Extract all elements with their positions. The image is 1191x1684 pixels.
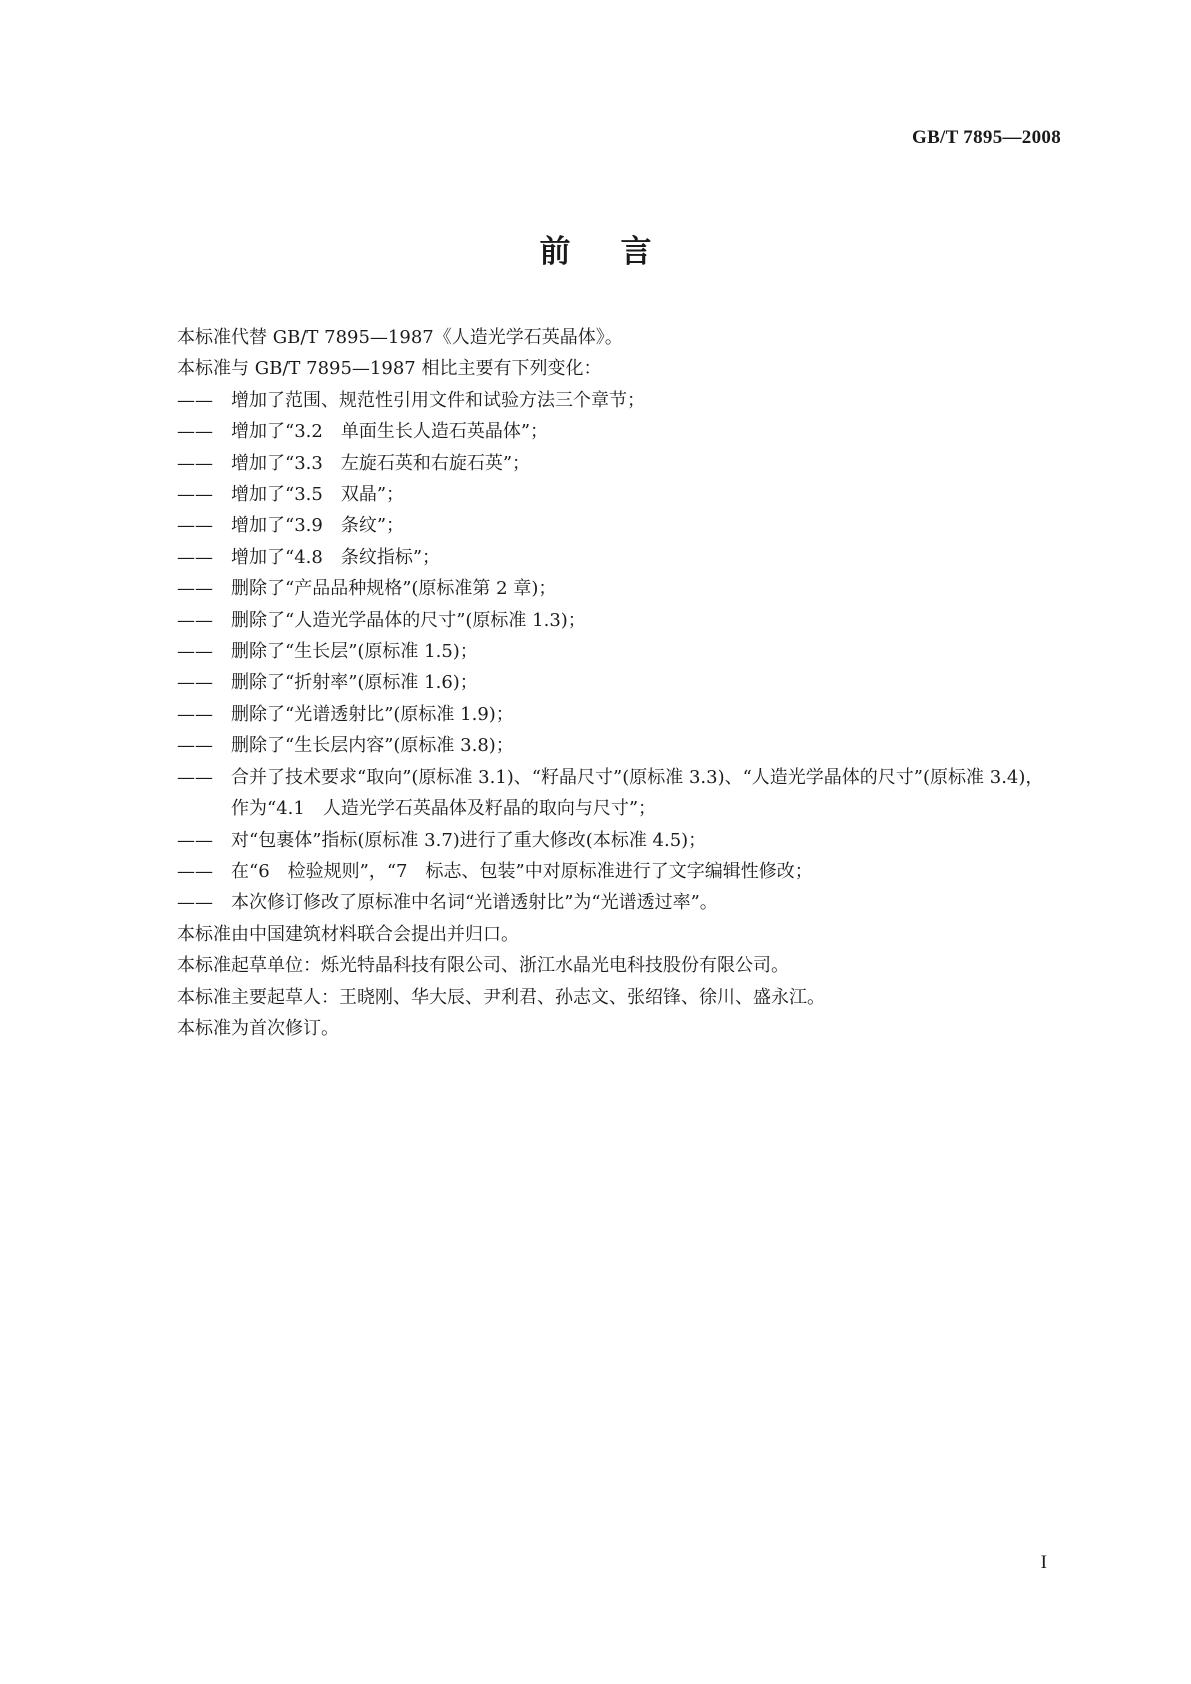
foreword-body [177,322,1057,1044]
standard-number: GB/T 7895—2008 [911,127,1061,148]
change-text: 合并了技术要求“取向”(原标准 3.1)、“籽晶尺寸”(原标准 3.3)、“人造光学晶体的尺寸”(原标准 3.4)，作为“4.1 人造光学石英晶体及籽晶的取向与尺寸”； [231,766,1044,820]
dash-marker: —— [177,641,213,663]
change-item [177,762,1057,825]
intro-paragraph: 本标准代替 GB/T 7895—1987《人造光学石英晶体》。 [177,327,623,348]
change-text: 增加了“3.3 左旋石英和右旋石英”； [231,452,531,474]
change-item [177,605,1057,636]
dash-marker: —— [177,672,213,694]
change-text: 增加了“4.8 条纹指标”； [231,546,441,568]
change-text: 删除了“生长层内容”(原标准 3.8)； [231,735,514,757]
dash-marker: —— [177,389,213,411]
closing-paragraph: 本标准由中国建筑材料联合会提出并归口。 [177,923,519,945]
change-item [177,385,1057,416]
intro-paragraph: 本标准与 GB/T 7895—1987 相比主要有下列变化： [177,358,602,380]
dash-marker: —— [177,452,213,474]
change-text: 删除了“人造光学晶体的尺寸”(原标准 1.3)； [231,609,586,631]
dash-marker: —— [177,609,213,631]
change-item [177,730,1057,761]
change-text: 本次修订修改了原标准中名词“光谱透射比”为“光谱透过率”。 [231,892,718,914]
change-text: 增加了范围、规范性引用文件和试验方法三个章节； [231,389,645,411]
change-text: 删除了“生长层”(原标准 1.5)； [231,641,478,663]
dash-marker: —— [177,484,213,506]
dash-marker: —— [177,860,213,882]
change-item [177,825,1057,856]
dash-marker: —— [177,735,213,757]
change-text: 增加了“3.9 条纹”； [231,515,405,537]
change-item [177,887,1057,918]
dash-marker: —— [177,703,213,725]
change-item [177,448,1057,479]
dash-marker: —— [177,829,213,851]
dash-marker: —— [177,578,213,600]
change-text: 在“6 检验规则”，“7 标志、包装”中对原标准进行了文字编辑性修改； [231,860,813,882]
change-text: 增加了“3.5 双晶”； [231,484,405,506]
dash-marker: —— [177,892,213,914]
page-title: 前言 [539,234,702,270]
dash-marker: —— [177,546,213,568]
change-text: 增加了“3.2 单面生长人造石英晶体”； [231,421,549,443]
change-text: 删除了“产品品种规格”(原标准第 2 章)； [231,578,557,600]
dash-marker: —— [177,515,213,537]
change-item [177,510,1057,541]
dash-marker: —— [177,421,213,443]
page-number: I [1040,1552,1047,1573]
change-item [177,416,1057,447]
closing-paragraph: 本标准为首次修订。 [177,1017,339,1039]
change-item [177,667,1057,698]
change-item [177,636,1057,667]
change-item [177,856,1057,887]
change-text: 删除了“光谱透射比”(原标准 1.9)； [231,703,514,725]
closing-paragraph: 本标准主要起草人：王晓刚、华大辰、尹利君、孙志文、张绍锋、徐川、盛永江。 [177,986,825,1008]
closing-paragraph: 本标准起草单位：烁光特晶科技有限公司、浙江水晶光电科技股份有限公司。 [177,955,789,977]
change-text: 对“包裹体”指标(原标准 3.7)进行了重大修改(本标准 4.5)； [231,829,707,851]
change-item [177,699,1057,730]
change-item [177,573,1057,604]
dash-marker: —— [177,766,213,788]
change-item [177,479,1057,510]
change-text: 删除了“折射率”(原标准 1.6)； [231,672,478,694]
change-item [177,542,1057,573]
